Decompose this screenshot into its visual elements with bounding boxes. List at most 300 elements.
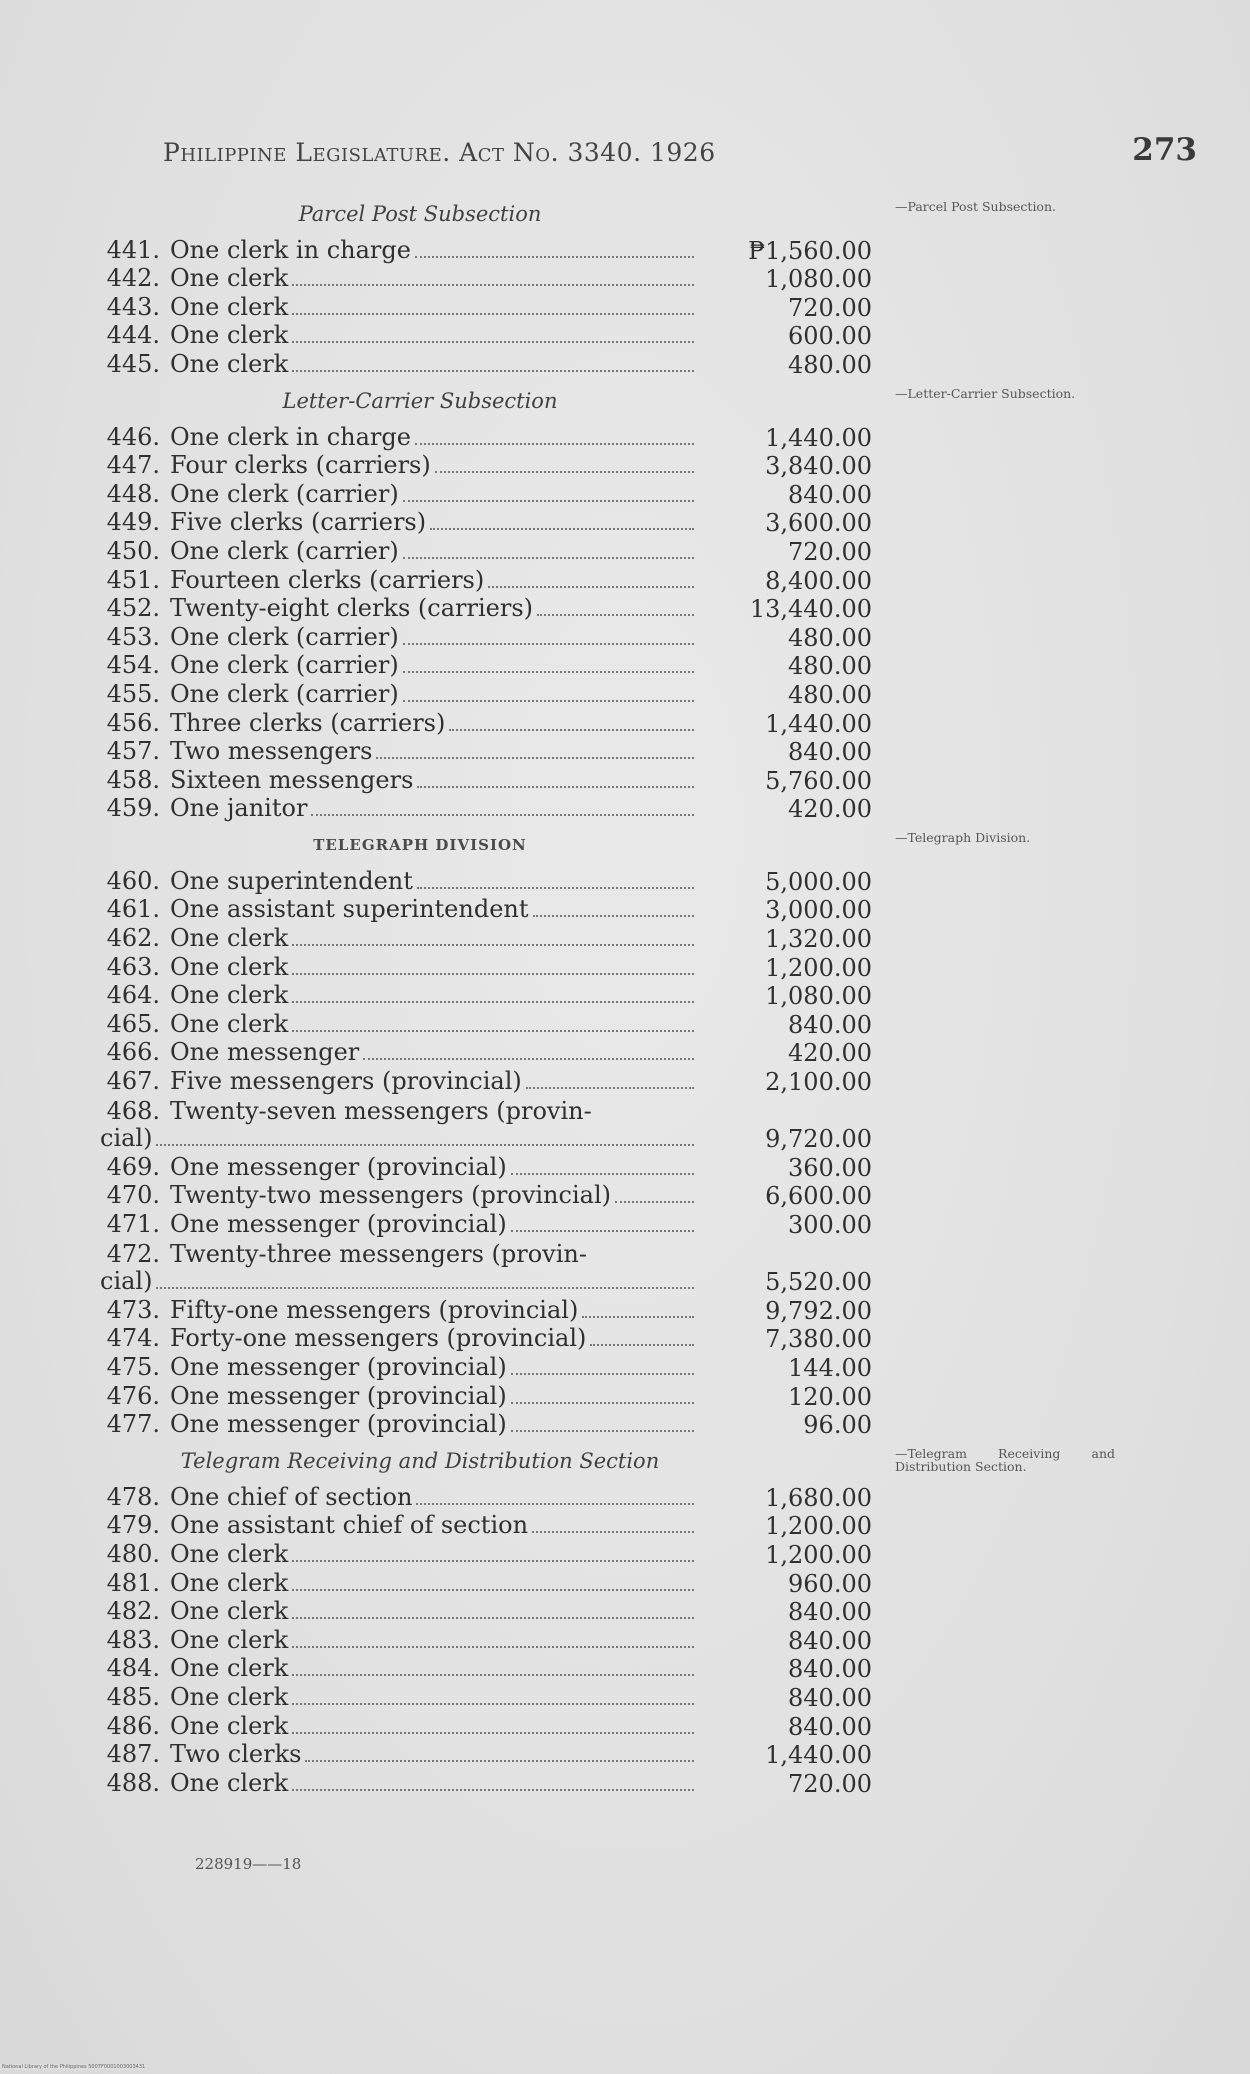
item-text: One clerk	[170, 1768, 289, 1797]
dot-leader	[590, 1344, 694, 1346]
item-number: 458.	[106, 765, 160, 794]
item-description	[100, 1153, 700, 1182]
item-text: Five messengers (provincial)	[170, 1067, 522, 1096]
running-head: Philippine Legislature. Act No. 3340. 1926	[163, 138, 716, 167]
dot-leader	[292, 1674, 694, 1676]
item-amount: 840.00	[788, 1010, 872, 1039]
item-description	[100, 1483, 700, 1512]
list-item	[100, 452, 1130, 481]
item-amount: 1,440.00	[765, 1741, 872, 1770]
list-item	[100, 1411, 1130, 1440]
list-item	[100, 709, 1130, 738]
item-description	[100, 1382, 700, 1411]
item-number: 443.	[106, 292, 160, 321]
item-number: 466.	[106, 1038, 160, 1067]
dot-leader	[416, 1503, 694, 1505]
item-description	[100, 1240, 700, 1268]
item-amount: 1,080.00	[765, 982, 872, 1011]
list-item	[100, 1039, 1130, 1068]
item-text: One clerk	[170, 952, 289, 981]
item-amount: 720.00	[788, 293, 872, 322]
dot-leader	[615, 1201, 694, 1203]
item-description	[100, 623, 700, 652]
item-description	[100, 451, 700, 480]
item-text: One chief of section	[170, 1482, 413, 1511]
list-item	[100, 1353, 1130, 1382]
item-text: One messenger (provincial)	[170, 1210, 507, 1238]
item-text: Three clerks (carriers)	[170, 708, 446, 737]
item-amount: 1,680.00	[765, 1483, 872, 1512]
item-amount: 8,400.00	[765, 566, 872, 595]
dot-leader	[415, 443, 694, 445]
item-amount: 96.00	[803, 1411, 872, 1440]
item-text: One clerk	[170, 292, 289, 321]
dot-leader	[511, 1430, 694, 1432]
dot-leader	[511, 1173, 694, 1175]
item-text: One clerk	[170, 981, 289, 1010]
list-item	[100, 1382, 1130, 1411]
item-number: 460.	[106, 866, 160, 895]
item-number: 463.	[106, 952, 160, 981]
item-text: Five clerks (carriers)	[170, 508, 427, 537]
item-text: One clerk	[170, 924, 289, 953]
item-amount: 840.00	[788, 1655, 872, 1684]
list-item	[100, 766, 1130, 795]
item-text: One assistant superintendent	[170, 895, 529, 924]
item-number: 484.	[106, 1654, 160, 1683]
item-description	[100, 1010, 700, 1039]
item-number: 479.	[106, 1511, 160, 1540]
item-description	[100, 236, 700, 265]
item-amount: 1,200.00	[765, 1540, 872, 1569]
item-text: One clerk	[170, 1682, 289, 1711]
item-number: 451.	[106, 565, 160, 594]
item-description	[100, 1210, 700, 1239]
item-number: 481.	[106, 1568, 160, 1597]
item-text: One clerk	[170, 1625, 289, 1654]
item-number: 445.	[106, 349, 160, 378]
section	[100, 823, 1130, 1439]
item-text: One clerk	[170, 264, 289, 293]
item-number: 442.	[106, 264, 160, 293]
section-title: Parcel Post Subsection	[298, 202, 542, 226]
list-item	[100, 1540, 1130, 1569]
item-amount: 144.00	[788, 1353, 872, 1382]
item-number: 487.	[106, 1740, 160, 1769]
margin-note: —Telegram Receiving and Distribution Section.	[895, 1446, 1115, 1475]
item-text: Fourteen clerks (carriers)	[170, 565, 485, 594]
item-amount: 300.00	[788, 1211, 872, 1239]
item-amount: 420.00	[788, 1039, 872, 1068]
item-number: 446.	[106, 422, 160, 451]
list-item	[100, 1182, 1130, 1211]
dot-leader	[292, 370, 694, 372]
item-amount: 5,000.00	[765, 867, 872, 896]
item-number: 456.	[106, 708, 160, 737]
item-text: One clerk	[170, 321, 289, 350]
item-description	[100, 709, 700, 738]
dot-leader	[292, 341, 694, 343]
list-item	[100, 795, 1130, 824]
item-number: 475.	[106, 1352, 160, 1381]
dot-leader	[532, 1531, 694, 1533]
scan-credit: National Library of the Philippines 5007F0001003003431	[2, 2064, 146, 2070]
margin-note: —Telegraph Division.	[895, 830, 1031, 846]
dot-leader	[311, 814, 694, 816]
item-number: 459.	[106, 794, 160, 823]
item-description	[100, 423, 700, 452]
list-item	[100, 1067, 1130, 1096]
list-item	[100, 1655, 1130, 1684]
item-amount: 1,200.00	[765, 1512, 872, 1541]
item-description	[100, 953, 700, 982]
item-text: One superintendent	[170, 866, 413, 895]
dot-leader	[582, 1316, 694, 1318]
list-item	[100, 480, 1130, 509]
list-item	[100, 1712, 1130, 1741]
item-description	[100, 1569, 700, 1598]
item-number: 461.	[106, 895, 160, 924]
item-amount: 840.00	[788, 1683, 872, 1712]
dot-leader	[292, 973, 694, 975]
dot-leader	[292, 1646, 694, 1648]
item-description	[100, 1353, 700, 1382]
item-number: 452.	[106, 594, 160, 623]
item-number: 485.	[106, 1682, 160, 1711]
item-description	[100, 895, 700, 924]
item-amount: 3,840.00	[765, 452, 872, 481]
list-item	[100, 595, 1130, 624]
item-text: Fifty-one messengers (provincial)	[170, 1295, 579, 1324]
list-item	[100, 509, 1130, 538]
item-text: Forty-one messengers (provincial)	[170, 1324, 587, 1353]
item-description	[100, 293, 700, 322]
list-item	[100, 537, 1130, 566]
dot-leader	[156, 1144, 694, 1146]
item-number: 478.	[106, 1482, 160, 1511]
item-amount: 1,200.00	[765, 953, 872, 982]
item-description	[100, 794, 700, 823]
list-item	[100, 1598, 1130, 1627]
signature-mark: 228919——18	[195, 1855, 302, 1873]
item-description	[100, 1324, 700, 1353]
item-number: 469.	[106, 1152, 160, 1181]
item-amount: 1,320.00	[765, 925, 872, 954]
item-number: 473.	[106, 1295, 160, 1324]
section	[100, 379, 1130, 823]
item-description	[100, 480, 700, 509]
item-amount: 840.00	[788, 738, 872, 767]
item-description	[100, 1296, 700, 1325]
item-description	[100, 1597, 700, 1626]
item-text: One messenger (provincial)	[170, 1381, 507, 1410]
item-text: One clerk	[170, 1009, 289, 1038]
dot-leader	[376, 757, 694, 759]
list-item	[100, 1769, 1130, 1798]
item-number: 441.	[106, 235, 160, 264]
item-description	[100, 1740, 700, 1769]
item-amount: 840.00	[788, 1598, 872, 1627]
item-amount: 480.00	[788, 623, 872, 652]
dot-leader	[511, 1402, 694, 1404]
dot-leader	[488, 586, 694, 588]
item-description	[100, 508, 700, 537]
item-text: One clerk	[170, 1654, 289, 1683]
item-description	[100, 981, 700, 1010]
dot-leader	[511, 1373, 694, 1375]
item-number: 464.	[106, 981, 160, 1010]
item-text: Twenty-eight clerks (carriers)	[170, 594, 534, 623]
dot-leader	[292, 1617, 694, 1619]
item-description	[100, 1654, 700, 1683]
list-item	[100, 1483, 1130, 1512]
item-text: One clerk	[170, 349, 289, 378]
item-text: One clerk	[170, 1568, 289, 1597]
item-text: Four clerks (carriers)	[170, 451, 431, 480]
item-text: One clerk in charge	[170, 235, 411, 264]
item-number: 444.	[106, 321, 160, 350]
section-title: Telegram Receiving and Distribution Section	[180, 1449, 660, 1474]
dot-leader	[292, 944, 694, 946]
dot-leader	[292, 1001, 694, 1003]
list-item	[100, 1296, 1130, 1325]
item-text: One clerk (carrier)	[170, 651, 399, 680]
item-number: 467.	[106, 1067, 160, 1096]
list-item	[100, 293, 1130, 322]
item-description	[100, 1124, 700, 1153]
list-item	[100, 350, 1130, 379]
list-item	[100, 1239, 1130, 1268]
item-amount: 13,440.00	[749, 595, 872, 624]
dot-leader	[403, 557, 694, 559]
dot-leader	[403, 643, 694, 645]
section	[100, 1439, 1130, 1798]
item-description	[100, 321, 700, 350]
item-amount: 600.00	[788, 322, 872, 351]
item-text: One messenger (provincial)	[170, 1352, 507, 1381]
item-description	[100, 1267, 700, 1296]
dot-leader	[511, 1230, 694, 1232]
list-item	[100, 1683, 1130, 1712]
dot-leader	[526, 1087, 694, 1089]
item-description	[100, 1067, 700, 1096]
list-item	[100, 1153, 1130, 1182]
item-text: One clerk (carrier)	[170, 679, 399, 708]
dot-leader	[435, 471, 694, 473]
list-item	[100, 652, 1130, 681]
dot-leader	[430, 528, 694, 530]
item-amount: ₱1,560.00	[748, 236, 872, 265]
list-item	[100, 953, 1130, 982]
item-description	[100, 1626, 700, 1655]
list-item	[100, 423, 1130, 452]
item-amount: 360.00	[788, 1153, 872, 1182]
item-description	[100, 264, 700, 293]
margin-note: —Parcel Post Subsection.	[895, 199, 1056, 214]
dot-leader	[292, 1560, 694, 1562]
dot-leader	[305, 1760, 694, 1762]
list-item	[100, 1626, 1130, 1655]
list-item	[100, 1741, 1130, 1770]
list-item	[100, 623, 1130, 652]
item-amount: 480.00	[788, 350, 872, 379]
list-item	[100, 1569, 1130, 1598]
dot-leader	[537, 614, 694, 616]
appropriation-list	[100, 192, 1130, 1798]
item-description	[100, 1511, 700, 1540]
item-description	[100, 566, 700, 595]
item-number: 477.	[106, 1410, 160, 1439]
list-item	[100, 1125, 1130, 1154]
item-text: One clerk (carrier)	[170, 622, 399, 651]
dot-leader	[415, 256, 694, 258]
dot-leader	[403, 700, 694, 702]
item-number: 472.	[106, 1239, 160, 1268]
list-item	[100, 322, 1130, 351]
list-item	[100, 982, 1130, 1011]
list-item	[100, 1096, 1130, 1125]
dot-leader	[363, 1058, 694, 1060]
item-description	[100, 350, 700, 379]
item-number: 453.	[106, 622, 160, 651]
item-number: 480.	[106, 1539, 160, 1568]
item-text: One clerk	[170, 1711, 289, 1740]
item-text: One messenger (provincial)	[170, 1410, 507, 1439]
item-number: 454.	[106, 651, 160, 680]
list-item	[100, 1325, 1130, 1354]
item-amount: 1,080.00	[765, 265, 872, 294]
dot-leader	[449, 729, 694, 731]
item-number: 482.	[106, 1597, 160, 1626]
item-number: 488.	[106, 1768, 160, 1797]
item-number: 476.	[106, 1381, 160, 1410]
item-amount: 840.00	[788, 480, 872, 509]
dot-leader	[533, 915, 695, 917]
item-description	[100, 1410, 700, 1439]
item-description	[100, 737, 700, 766]
item-description	[100, 537, 700, 566]
page-header	[163, 132, 1213, 178]
list-item	[100, 680, 1130, 709]
item-description	[100, 651, 700, 680]
item-amount: 5,760.00	[765, 766, 872, 795]
list-item	[100, 265, 1130, 294]
item-number: 468.	[106, 1096, 160, 1125]
item-number: 474.	[106, 1324, 160, 1353]
item-amount: 3,600.00	[765, 509, 872, 538]
dot-leader	[417, 786, 694, 788]
item-description	[100, 1181, 700, 1210]
item-number: 486.	[106, 1711, 160, 1740]
item-description	[100, 1097, 700, 1125]
dot-leader	[403, 671, 694, 673]
item-text: Twenty-three messengers (provin-	[170, 1239, 587, 1268]
item-description	[100, 680, 700, 709]
item-text: cial)	[100, 1124, 153, 1153]
item-amount: 120.00	[788, 1382, 872, 1411]
list-item	[100, 1010, 1130, 1039]
item-amount: 6,600.00	[765, 1182, 872, 1211]
list-item	[100, 1512, 1130, 1541]
item-text: One clerk	[170, 1597, 289, 1626]
margin-note: —Letter-Carrier Subsection.	[895, 385, 1076, 401]
item-text: Two messengers	[170, 737, 373, 766]
item-amount: 2,100.00	[765, 1068, 872, 1097]
item-description	[100, 924, 700, 953]
item-text: One messenger	[170, 1038, 360, 1067]
list-item	[100, 566, 1130, 595]
item-amount: 840.00	[788, 1626, 872, 1655]
list-item	[100, 1268, 1130, 1297]
item-number: 455.	[106, 679, 160, 708]
item-description	[100, 766, 700, 795]
dot-leader	[292, 313, 694, 315]
list-item	[100, 236, 1130, 265]
list-item	[100, 896, 1130, 925]
item-amount: 720.00	[788, 537, 872, 566]
item-amount: 1,440.00	[765, 423, 872, 452]
item-amount: 960.00	[788, 1569, 872, 1598]
item-text: Two clerks	[170, 1740, 302, 1769]
item-text: Twenty-seven messengers (provin-	[170, 1096, 592, 1125]
item-amount: 480.00	[788, 652, 872, 681]
item-description	[100, 1712, 700, 1741]
section	[100, 192, 1130, 379]
item-description	[100, 1540, 700, 1569]
item-amount: 840.00	[788, 1712, 872, 1741]
dot-leader	[156, 1287, 694, 1289]
list-item	[100, 738, 1130, 767]
dot-leader	[292, 284, 694, 286]
item-number: 462.	[106, 924, 160, 953]
item-amount: 480.00	[788, 680, 872, 709]
item-description	[100, 594, 700, 623]
dot-leader	[292, 1589, 694, 1591]
item-amount: 9,792.00	[765, 1296, 872, 1325]
item-text: One assistant chief of section	[170, 1511, 529, 1540]
page-number: 273	[1132, 132, 1197, 168]
item-text: One messenger (provincial)	[170, 1152, 507, 1181]
item-number: 471.	[106, 1210, 160, 1238]
item-text: Twenty-two messengers (provincial)	[170, 1181, 611, 1210]
item-number: 470.	[106, 1181, 160, 1210]
list-item	[100, 924, 1130, 953]
section-title: Letter-Carrier Subsection	[282, 388, 558, 413]
dot-leader	[403, 500, 694, 502]
item-number: 449.	[106, 508, 160, 537]
list-item	[100, 867, 1130, 896]
item-description	[100, 1038, 700, 1067]
item-description	[100, 867, 700, 896]
item-number: 465.	[106, 1009, 160, 1038]
item-number: 447.	[106, 451, 160, 480]
item-text: One janitor	[170, 794, 308, 823]
item-amount: 1,440.00	[765, 709, 872, 738]
item-description	[100, 1683, 700, 1712]
item-text: cial)	[100, 1267, 153, 1296]
dot-leader	[292, 1703, 694, 1705]
item-text: One clerk (carrier)	[170, 479, 399, 508]
item-amount: 3,000.00	[765, 896, 872, 925]
item-text: One clerk (carrier)	[170, 536, 399, 565]
item-amount: 9,720.00	[765, 1125, 872, 1154]
item-text: Sixteen messengers	[170, 765, 414, 794]
dot-leader	[417, 887, 694, 889]
item-description	[100, 1769, 700, 1798]
dot-leader	[292, 1030, 694, 1032]
list-item	[100, 1210, 1130, 1239]
item-amount: 7,380.00	[765, 1325, 872, 1354]
